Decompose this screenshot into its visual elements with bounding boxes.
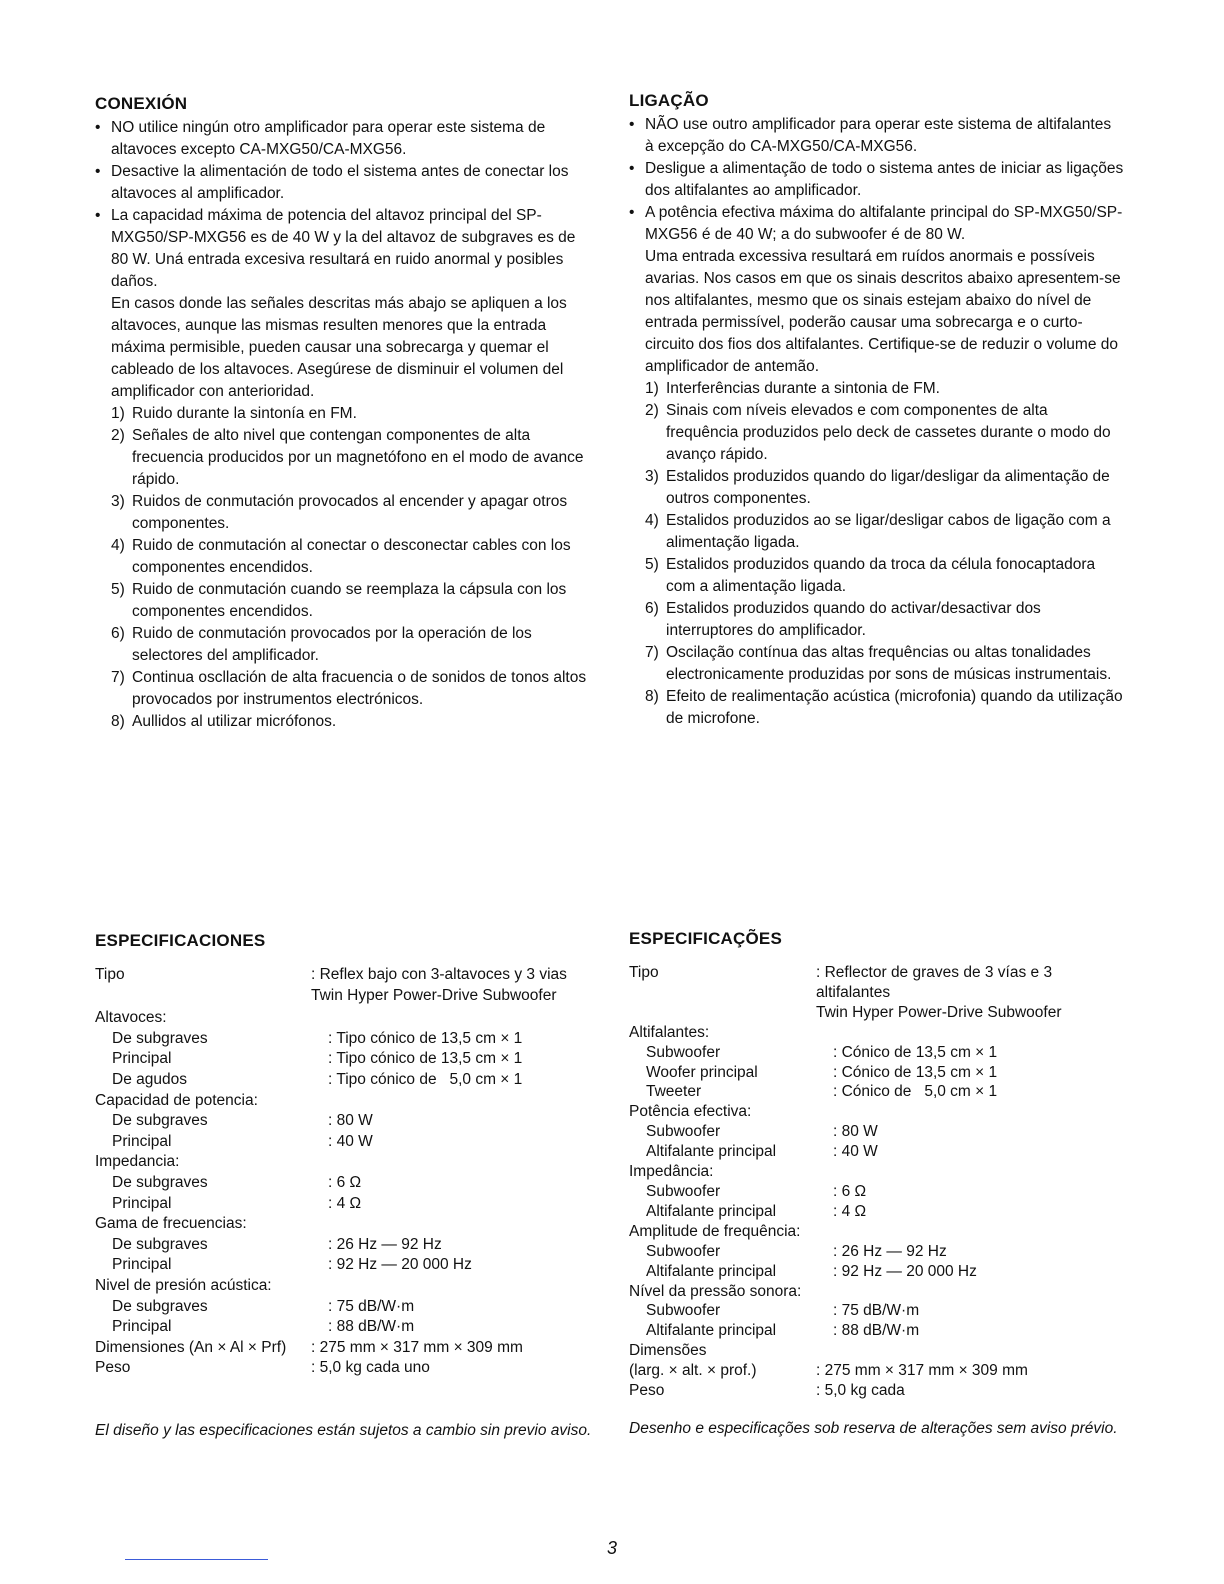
spec-value (816, 1102, 1129, 1122)
list-text: Aullidos al utilizar micrófonos. (132, 713, 337, 730)
list-number: 5) (645, 556, 659, 573)
list-item (111, 623, 590, 667)
spec-row (629, 1162, 1129, 1182)
list-number: 1) (111, 405, 125, 422)
spec-value: : 80 W (833, 1123, 878, 1141)
list-item (111, 711, 590, 733)
spec-label: De subgraves (112, 1029, 208, 1047)
spec-value: : Tipo cónico de 13,5 cm × 1 (328, 1050, 523, 1068)
spec-row (95, 1091, 595, 1112)
list-number: 4) (111, 537, 125, 554)
spec-value: : Reflector de graves de 3 vías e 3 altifalantes Twin Hyper Power-Drive Subwoofer (816, 964, 1062, 1021)
list-item (645, 686, 1124, 730)
conexion-list (95, 403, 590, 733)
spec-label: De subgraves (112, 1297, 208, 1315)
spec-label: Gama de frecuencias: (95, 1215, 247, 1233)
spec-value: : 88 dB/W·m (328, 1318, 415, 1336)
spec-row (95, 1255, 595, 1276)
spec-label: De subgraves (112, 1112, 208, 1130)
list-number: 6) (111, 625, 125, 642)
spec-row (95, 1173, 595, 1194)
conexion-section (95, 93, 590, 733)
list-text: Estalidos produzidos quando do ligar/desligar da alimentação de outros componentes. (666, 468, 1110, 507)
spec-value: : Tipo cónico de 5,0 cm × 1 (328, 1070, 523, 1088)
spec-label: Principal (112, 1132, 172, 1150)
list-text: Estalidos produzidos quando da troca da célula fonocaptadora com a alimentação ligada. (666, 556, 1096, 595)
list-item (645, 466, 1124, 510)
list-text: Ruido durante la sintonía en FM. (132, 405, 357, 422)
list-number: 4) (645, 512, 659, 529)
ligacao-list (629, 378, 1124, 730)
spec-row (95, 1029, 595, 1050)
spec-row (95, 1132, 595, 1153)
spec-row (95, 1317, 595, 1338)
spec-row (95, 1008, 595, 1029)
page-number: 3 (606, 1538, 617, 1558)
list-text: Continua oscllación de alta fracuencia o de sonidos de tonos altos provocados por instrumentos electrónicos. (132, 669, 587, 708)
spec-value: : 88 dB/W·m (833, 1322, 920, 1340)
list-text: Ruidos de conmutación provocados al encender y apagar otros componentes. (132, 493, 568, 532)
spec-label: Amplitude de frequência: (629, 1222, 801, 1240)
spec-value (311, 1276, 595, 1297)
spec-value: : 92 Hz — 20 000 Hz (833, 1262, 977, 1280)
bullet-item: • Desligue a alimentação de todo o sistema antes de iniciar as ligações dos altifalantes ao amplificador. (629, 158, 1124, 202)
spec-row (629, 1043, 1129, 1063)
list-item (111, 425, 590, 491)
spec-row (629, 1381, 1129, 1401)
spec-row (629, 1182, 1129, 1202)
list-text: Señales de alto nivel que contengan componentes de alta frecuencia producidos por un magnetófono en el modo de avance rápido. (132, 427, 584, 488)
spec-value: : 6 Ω (328, 1173, 362, 1191)
spec-label: Subwoofer (646, 1182, 721, 1200)
spec-label: Altifalante principal (646, 1262, 777, 1280)
bullet-item: • NO utilice ningún otro amplificador para operar este sistema de altavoces excepto CA-MXG50/CA-MXG56. (95, 117, 590, 161)
spec-label: Subwoofer (646, 1043, 721, 1061)
spec-label: De subgraves (112, 1173, 208, 1191)
spec-label: Altifalante principal (646, 1202, 777, 1220)
spec-label: Subwoofer (646, 1302, 721, 1320)
spec-row (629, 1242, 1129, 1262)
spec-row (629, 1341, 1129, 1361)
spec-value: : 40 W (328, 1132, 373, 1150)
disclaimer-pt: Desenho e especificações sob reserva de alterações sem aviso prévio. (629, 1420, 1118, 1437)
spec-value: : 5,0 kg cada uno (311, 1359, 430, 1377)
especificaciones-section (95, 930, 595, 1379)
spec-label: Altifalante principal (646, 1322, 777, 1340)
spec-value (816, 1282, 1129, 1302)
list-item (111, 535, 590, 579)
spec-value (816, 1162, 1129, 1182)
spec-row (629, 1023, 1129, 1043)
spec-row (95, 1070, 595, 1091)
spec-label: Peso (629, 1382, 665, 1400)
spec-value (816, 1222, 1129, 1242)
list-number: 2) (645, 402, 659, 419)
spec-value: : 26 Hz — 92 Hz (833, 1242, 947, 1260)
bullet-item: • La capacidad máxima de potencia del altavoz principal del SP-MXG50/SP-MXG56 es de 40 W y la del altavoz de subgraves es de 80 W. Uná entrada excesiva resultará en ruido anormal y posibles daños. (95, 205, 590, 293)
especificaciones-heading: ESPECIFICACIONES (95, 931, 266, 950)
spec-row (629, 1122, 1129, 1142)
spec-label: Tipo (95, 966, 125, 983)
spec-row (629, 1102, 1129, 1122)
spec-row (95, 1338, 595, 1359)
spec-row (629, 963, 1129, 1023)
list-number: 6) (645, 600, 659, 617)
spec-label: Principal (112, 1050, 172, 1068)
disclaimer-es: El diseño y las especificaciones están sujetos a cambio sin previo aviso. (95, 1422, 592, 1439)
spec-value: : 5,0 kg cada (816, 1382, 905, 1400)
bullet-item: • A potência efectiva máxima do altifalante principal do SP-MXG50/SP-MXG56 é de 40 W; a do subwoofer é de 80 W. (629, 202, 1124, 246)
list-item (645, 598, 1124, 642)
list-number: 8) (111, 713, 125, 730)
spec-label: Principal (112, 1194, 172, 1212)
spec-value (311, 1152, 595, 1173)
spec-value: : 26 Hz — 92 Hz (328, 1235, 442, 1253)
spec-row (629, 1321, 1129, 1341)
conexion-bullets (95, 117, 590, 293)
spec-label: Tweeter (646, 1083, 702, 1101)
spec-label: Tipo (629, 964, 659, 981)
spec-row (629, 1063, 1129, 1083)
spec-row (95, 1152, 595, 1173)
spec-value: : 4 Ω (328, 1194, 362, 1212)
ligacao-heading: LIGAÇÃO (629, 91, 709, 110)
spec-value: : Cónico de 5,0 cm × 1 (833, 1083, 998, 1101)
list-number: 3) (111, 493, 125, 510)
ligacao-section (629, 90, 1124, 730)
ligacao-paragraph: Uma entrada excessiva resultará em ruídos anormais e possíveis avarias. Nos casos em que os sinais descritos abaixo apresentem-se nos altifalantes, mesmo que os sinais estejam abaixo do nível de entrada permissível, poderão causar uma sobrecarga e o curto-circuito dos fios dos altifalantes. Certifique-se de reduzir o volume do amplificador de antemão. (645, 248, 1121, 375)
spec-value (816, 1341, 1129, 1361)
spec-value: : 275 mm × 317 mm × 309 mm (816, 1362, 1028, 1380)
spec-label: Subwoofer (646, 1123, 721, 1141)
bullet-item: • NÃO use outro amplificador para operar este sistema de altifalantes à excepção do CA-MXG50/CA-MXG56. (629, 114, 1124, 158)
spec-label: Impedancia: (95, 1153, 180, 1171)
list-item (111, 667, 590, 711)
list-number: 1) (645, 380, 659, 397)
spec-label: (larg. × alt. × prof.) (629, 1362, 757, 1380)
spec-value: : Tipo cónico de 13,5 cm × 1 (328, 1029, 523, 1047)
spec-label: Altifalantes: (629, 1023, 710, 1041)
spec-label: Nível da pressão sonora: (629, 1282, 802, 1300)
spec-row (95, 1358, 595, 1379)
spec-row (95, 1235, 595, 1256)
spec-value: : Cónico de 13,5 cm × 1 (833, 1063, 998, 1081)
bullet-item: • Desactive la alimentación de todo el sistema antes de conectar los altavoces al amplificador. (95, 161, 590, 205)
ligacao-bullets (629, 114, 1124, 246)
spec-row (629, 1222, 1129, 1242)
list-item (645, 642, 1124, 686)
spec-value: : 92 Hz — 20 000 Hz (328, 1256, 472, 1274)
spec-label: Peso (95, 1359, 131, 1377)
spec-label: Principal (112, 1256, 172, 1274)
conexion-heading: CONEXIÓN (95, 94, 188, 113)
list-text: Estalidos produzidos ao se ligar/desligar cabos de ligação com a alimentação ligada. (666, 512, 1111, 551)
list-item (111, 403, 590, 425)
list-text: Estalidos produzidos quando do activar/desactivar dos interruptores do amplificador. (666, 600, 1041, 639)
list-text: Ruido de conmutación cuando se reemplaza la cápsula con los componentes encendidos. (132, 581, 567, 620)
spec-label: Capacidad de potencia: (95, 1091, 258, 1109)
spec-row (629, 1361, 1129, 1381)
spec-label: Nivel de presión acústica: (95, 1276, 272, 1294)
spec-label: Dimensiones (An × Al × Prf) (95, 1338, 287, 1356)
list-text: Interferências durante a sintonia de FM. (666, 380, 940, 397)
spec-label: Impedância: (629, 1163, 714, 1181)
spec-row (95, 1111, 595, 1132)
spec-label: Altavoces: (95, 1009, 167, 1027)
spec-row (95, 1049, 595, 1070)
spec-label: Woofer principal (646, 1063, 758, 1081)
list-item (645, 400, 1124, 466)
spec-value: : 80 W (328, 1112, 373, 1130)
spec-label: Potência efectiva: (629, 1103, 752, 1121)
spec-row (629, 1282, 1129, 1302)
spec-value: : 75 dB/W·m (328, 1297, 415, 1315)
spec-row (629, 1202, 1129, 1222)
list-text: Ruido de conmutación al conectar o desconectar cables con los componentes encendidos. (132, 537, 571, 576)
spec-value: : 275 mm × 317 mm × 309 mm (311, 1338, 523, 1356)
list-item (645, 554, 1124, 598)
list-number: 8) (645, 688, 659, 705)
spec-row (95, 1276, 595, 1297)
list-item (111, 491, 590, 535)
especificacoes-section (629, 928, 1129, 1401)
spec-value (311, 1091, 595, 1112)
spec-value (311, 1008, 595, 1029)
spec-value: : 75 dB/W·m (833, 1302, 920, 1320)
spec-label: De agudos (112, 1070, 187, 1088)
spec-value: : Reflex bajo con 3-altavoces y 3 vias Twin Hyper Power-Drive Subwoofer (311, 966, 567, 1004)
spec-label: Subwoofer (646, 1242, 721, 1260)
list-number: 7) (645, 644, 659, 661)
spec-row (629, 1301, 1129, 1321)
spec-row (95, 1194, 595, 1215)
list-item (645, 510, 1124, 554)
spec-value (311, 1214, 595, 1235)
spec-value (816, 1023, 1129, 1043)
spec-row (629, 1142, 1129, 1162)
list-text: Ruido de conmutación provocados por la operación de los selectores del amplificador. (132, 625, 532, 664)
footer-rule (125, 1559, 268, 1560)
list-number: 3) (645, 468, 659, 485)
spec-label: Dimensões (629, 1342, 707, 1360)
spec-row (95, 1297, 595, 1318)
list-item (111, 579, 590, 623)
spec-row (629, 1082, 1129, 1102)
especificacoes-heading: ESPECIFICAÇÕES (629, 929, 782, 948)
list-number: 2) (111, 427, 125, 444)
list-number: 7) (111, 669, 125, 686)
spec-row (95, 1214, 595, 1235)
spec-value: : 40 W (833, 1143, 878, 1161)
list-text: Efeito de realimentação acústica (microfonia) quando da utilização de microfone. (666, 688, 1123, 727)
list-number: 5) (111, 581, 125, 598)
spec-value: : Cónico de 13,5 cm × 1 (833, 1043, 998, 1061)
spec-label: De subgraves (112, 1235, 208, 1253)
list-text: Sinais com níveis elevados e com componentes de alta frequência produzidos pelo deck de cassetes durante o modo do avanço rápido. (666, 402, 1111, 463)
list-item (645, 378, 1124, 400)
spec-row (95, 965, 595, 1006)
spec-value: : 4 Ω (833, 1202, 867, 1220)
spec-row (629, 1262, 1129, 1282)
spec-value: : 6 Ω (833, 1182, 867, 1200)
spec-label: Principal (112, 1318, 172, 1336)
spec-label: Altifalante principal (646, 1143, 777, 1161)
list-text: Oscilação contínua das altas frequências ou altas tonalidades electronicamente produzidas por sons de músicas instrumentais. (666, 644, 1112, 683)
conexion-paragraph: En casos donde las señales descritas más abajo se apliquen a los altavoces, aunque las mismas resulten menores que la entrada máxima permisible, pueden causar una sobrecarga y quemar el cableado de los altavoces. Asegúrese de disminuir el volumen del amplificador con anterioridad. (111, 295, 567, 400)
